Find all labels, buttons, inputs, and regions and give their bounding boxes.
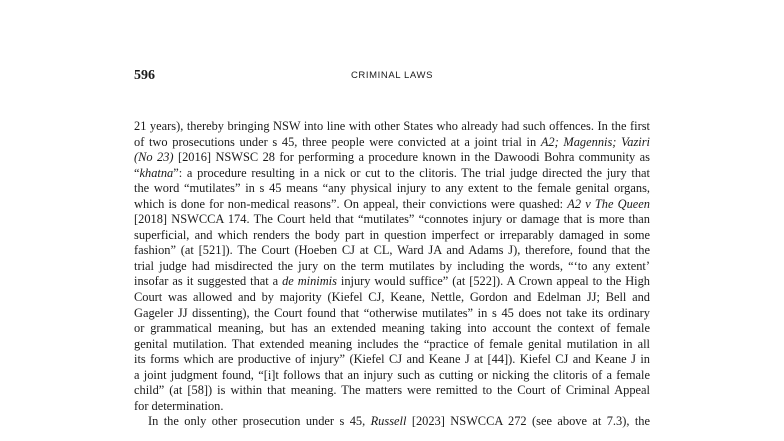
italic-text: A2 v The Queen xyxy=(567,196,650,211)
text-line xyxy=(134,399,650,415)
text-line xyxy=(134,274,650,290)
text-line xyxy=(134,368,650,384)
text-run: Court was allowed and by majority (Kiefel CJ, Keane, Nettle, Gordon and Edelman JJ; Bell and xyxy=(134,290,650,305)
text-run: trial judge had misdirected the jury on the term mutilates by including the words, “‘to any extent’ xyxy=(134,258,650,273)
text-run: for determination. xyxy=(134,398,224,413)
text-run: fashion” (at [521]). The Court (Hoeben CJ at CL, Ward JA and Adams J), therefore, found that the xyxy=(134,243,650,258)
text-run: [2018] NSWCCA 174. The Court held that “mutilates” “connotes injury or damage that is more than xyxy=(134,212,650,227)
text-run: its forms which are productive of injury” (Kiefel CJ and Keane J at [44]). Kiefel CJ and Keane J in xyxy=(134,352,650,367)
text-run: a joint judgment found, “[i]t follows that an injury such as cutting or nicking the clitoris of a female xyxy=(134,367,650,382)
text-line xyxy=(134,337,650,353)
text-run: 21 years), thereby bringing NSW into line with other States who already had such offences. In the first xyxy=(134,119,650,133)
text-line xyxy=(134,119,650,135)
text-line xyxy=(134,259,650,275)
text-line xyxy=(134,166,650,182)
text-run: injury would suffice” (at [522]). A Crown appeal to the High xyxy=(336,274,650,289)
text-run: ”: a procedure resulting in a nick or cut to the clitoris. The trial judge directed the jury that xyxy=(173,165,650,180)
text-line xyxy=(134,352,650,368)
text-line xyxy=(134,181,650,197)
text-run: insofar as it suggested that a xyxy=(134,274,283,289)
page-number: 596 xyxy=(134,68,155,83)
text-run: of two prosecutions under s 45, three people were convicted at a joint trial in xyxy=(134,134,541,149)
text-run: child” (at [58]) is within that meaning. The matters were remitted to the Court of Criminal Appeal xyxy=(134,383,650,398)
text-line xyxy=(134,243,650,259)
text-run: superficial, and which renders the body part in question imperfect or irreparably damaged in some xyxy=(134,227,650,242)
running-header xyxy=(134,66,650,86)
text-line xyxy=(134,135,650,151)
text-line xyxy=(134,228,650,244)
italic-text: khatna xyxy=(139,165,174,180)
italic-text: A2; Magennis; Vaziri xyxy=(540,134,650,149)
text-run: In the only other prosecution under s 45, xyxy=(148,414,371,429)
text-run: Gageler JJ dissenting), the Court found that “otherwise mutilates” in s 45 does not take its ordinary xyxy=(134,305,650,320)
text-line xyxy=(134,290,650,306)
text-run: genital mutilation. That extended meaning includes the “practice of female genital mutilation in all xyxy=(134,336,650,351)
text-line xyxy=(134,212,650,228)
text-run: [2023] NSWCCA 272 (see above at 7.3), the xyxy=(406,414,650,429)
italic-text: Russell xyxy=(370,414,407,429)
text-line xyxy=(134,321,650,337)
text-run: or grammatical meaning, but has an extended meaning taking into account the context of female xyxy=(134,321,650,336)
text-run: the word “mutilates” in s 45 means “any physical injury to any extent to the female genital organs, xyxy=(134,181,650,196)
text-line xyxy=(134,150,650,166)
text-run: which is done for non-medical reasons”. On appeal, their convictions were quashed: xyxy=(134,196,568,211)
body-text xyxy=(134,119,650,430)
italic-text: de minimis xyxy=(282,274,337,289)
running-title: CRIMINAL LAWS xyxy=(350,70,434,81)
text-line xyxy=(134,197,650,213)
text-run: “ xyxy=(134,165,140,180)
text-line xyxy=(134,306,650,322)
italic-text: (No 23) xyxy=(134,150,174,165)
text-run: [2016] NSWSC 28 for performing a procedure known in the Dawoodi Bohra community as xyxy=(173,150,650,165)
text-line xyxy=(134,383,650,399)
text-line xyxy=(134,414,650,430)
